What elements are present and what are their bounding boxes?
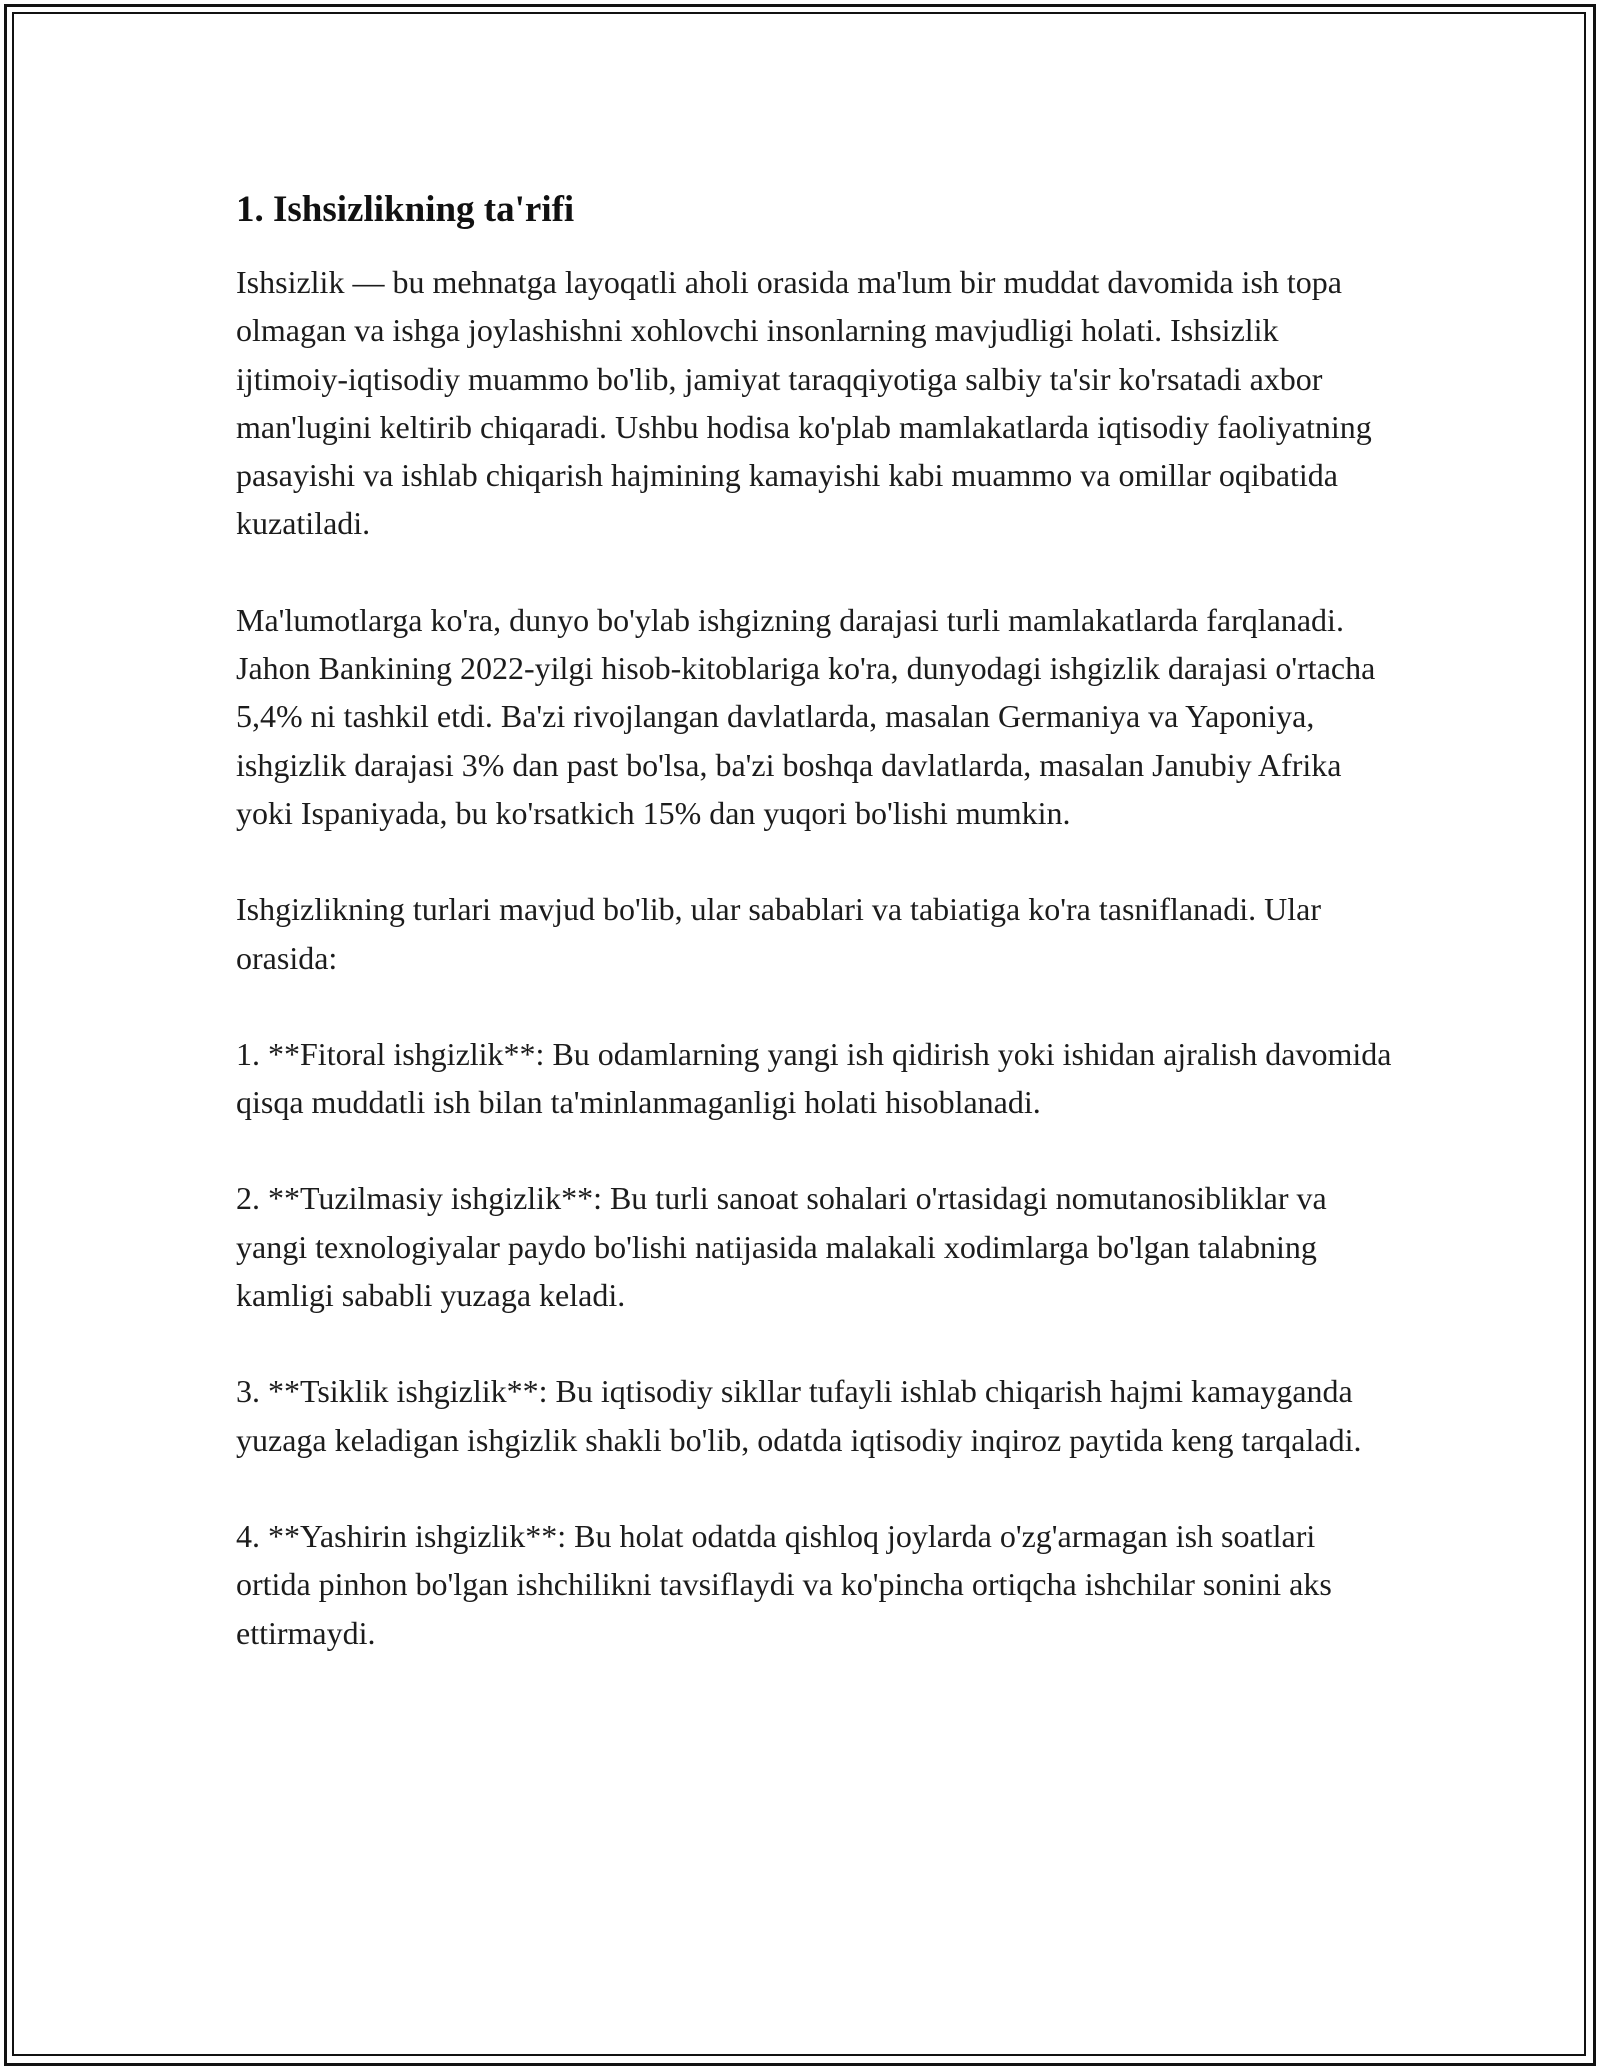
paragraph-statistics: Ma'lumotlarga ko'ra, dunyo bo'ylab ishgizning darajasi turli mamlakatlarda farqlanadi. Jahon Bankining 2022-yilgi hisob-kitoblariga ko'ra, dunyodagi ishgizlik darajasi o'rtacha 5,4% ni tashkil etdi. Ba'zi rivojlangan davlatlarda, masalan Germaniya va Yaponiya, ishgizlik darajasi 3% dan past bo'lsa, ba'zi boshqa davlatlarda, masalan Janubiy Afrika yoki Ispaniyada, bu ko'rsatkich 15% dan yuqori bo'lishi mumkin. [236, 601, 1376, 831]
document-body [236, 186, 1396, 1657]
list-item-frictional: 1. **Fitoral ishgizlik**: Bu odamlarning yangi ish qidirish yoki ishidan ajralish davomida qisqa muddatli ish bilan ta'minlanmaganligi holati hisoblanadi. [236, 1035, 1392, 1121]
section-heading: 1. Ishsizlikning ta'rifi [236, 189, 575, 230]
list-item-structural: 2. **Tuzilmasiy ishgizlik**: Bu turli sanoat sohalari o'rtasidagi nomutanosibliklar va yangi texnologiyalar paydo bo'lishi natijasida malakali xodimlarga bo'lgan talabning kamligi sababli yuzaga keladi. [236, 1180, 1327, 1314]
paragraph-types-intro: Ishgizlikning turlari mavjud bo'lib, ular sabablari va tabiatiga ko'ra tasniflanadi. Ular orasida: [236, 891, 1321, 976]
paragraph-definition: Ishsizlik — bu mehnatga layoqatli aholi orasida ma'lum bir muddat davomida ish topa olmagan va ishga joylashishni xohlovchi insonlarning mavjudligi holati. Ishsizlik ijtimoiy-iqtisodiy muammo bo'lib, jamiyat taraqqiyotiga salbiy ta'sir ko'rsatadi axbor man'lugini keltirib chiqaradi. Ushbu hodisa ko'plab mamlakatlarda iqtisodiy faoliyatning pasayishi va ishlab chiqarish hajmining kamayishi kabi muammo va omillar oqibatida kuzatiladi. [236, 264, 1372, 542]
list-item-hidden: 4. **Yashirin ishgizlik**: Bu holat odatda qishloq joylarda o'zg'armagan ish soatlari ortida pinhon bo'lgan ishchilikni tavsiflaydi va ko'pincha ortiqcha ishchilar sonini aks ettirmaydi. [236, 1517, 1332, 1651]
list-item-cyclical: 3. **Tsiklik ishgizlik**: Bu iqtisodiy sikllar tufayli ishlab chiqarish hajmi kamayganda yuzaga keladigan ishgizlik shakli bo'lib, odatda iqtisodiy inqiroz paytida keng tarqaladi. [236, 1373, 1362, 1458]
